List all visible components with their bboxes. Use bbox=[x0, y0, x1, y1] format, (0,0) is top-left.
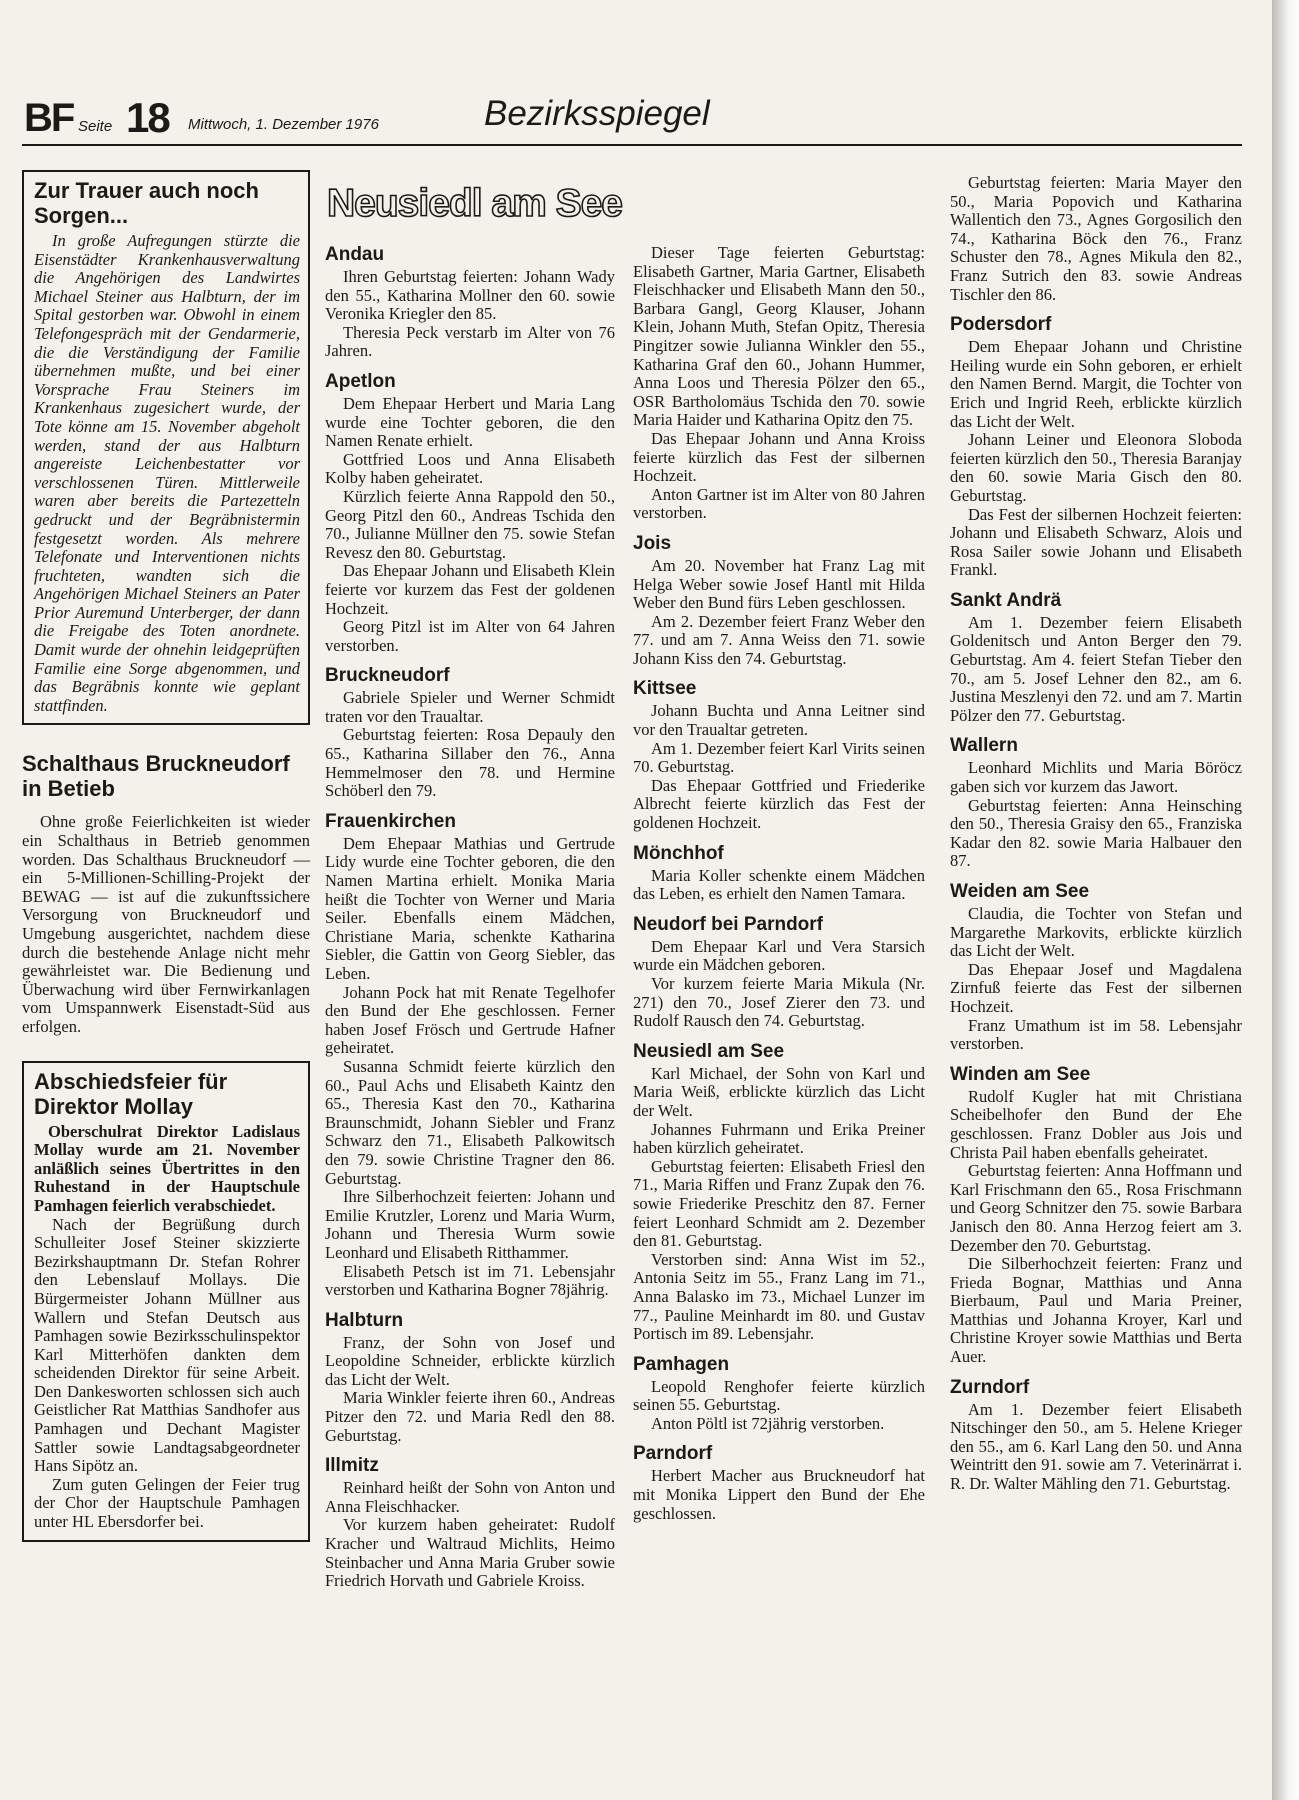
entry-text: Franz Umathum ist im 58. Lebensjahr verstorben. bbox=[950, 1015, 1242, 1054]
page-label: Seite bbox=[78, 118, 113, 135]
article-title: Abschiedsfeier für Direktor Mollay bbox=[34, 1068, 228, 1119]
page-number: 18 bbox=[126, 94, 169, 141]
entry-text: Herbert Macher aus Bruckneudorf hat mit Monika Lippert den Bund der Ehe geschlossen. bbox=[633, 1466, 925, 1523]
district-entry bbox=[633, 843, 925, 904]
entry-text: Maria Winkler feierte ihren 60., Andreas Pitzer den 72. und Maria Redl den 88. Geburtstag. bbox=[325, 1388, 615, 1445]
article-paragraph: Nach der Begrüßung durch Schulleiter Josef Steiner skizzierte Bezirkshauptmann Dr. Stefan Rohrer den Lebenslauf Mollays. Die Bürgermeister Johann Müllner aus Wallern und Stefan Deutsch aus Pamhagen sowie Bezirksschulinspektor Karl Mitterhöfen dankten dem scheidenden Direktor für seine Arbeit. Den Dankesworten schlossen sich auch Geistlicher Rat Matthias Sandhofer aus Pamhagen und Dechant Magister Sattler sowie Landtagsabgeordneter Hans Sipötz an. bbox=[34, 1214, 300, 1476]
entry-text: Karl Michael, der Sohn von Karl und Maria Weiß, erblickte kürzlich das Licht der Welt. bbox=[633, 1063, 925, 1120]
place-heading: Kittsee bbox=[633, 678, 697, 700]
district-entry bbox=[633, 678, 925, 832]
place-heading: Weiden am See bbox=[950, 881, 1090, 902]
entry-text: Reinhard heißt der Sohn von Anton und Anna Fleischhacker. bbox=[325, 1478, 615, 1516]
entry-text: Georg Pitzl ist im Alter von 64 Jahren verstorben. bbox=[325, 617, 615, 655]
entry-text: Geburtstag feierten: Elisabeth Friesl den 71., Maria Riffen und Franz Zupak den 76. sowie Friederike Preschitz den 87. Ferner feiert Leonhard Schmidt am 2. Dezember den 81. Geburtstag. bbox=[633, 1156, 925, 1251]
article-box-trauer bbox=[22, 170, 310, 725]
article-text: Ohne große Feierlichkeiten ist wieder ein Schalthaus in Betrieb genommen worden. Das Schalthaus Bruckneudorf — ein 5-Millionen-Schilling-Projekt der BEWAG — ist auf die zukunftssichere Versorgung von Bruckneudorf und Umgebung ausgerichtet, nachdem diese durch die bestehende Anlage nicht mehr gewährleistet war. Die Bedienung und Überwachung wird über Fernwirkanlagen vom Umspannwerk Eisenstadt-Süd aus erfolgen. bbox=[22, 812, 310, 1036]
entry-text: Am 1. Dezember feiert Karl Virits seinen 70. Geburtstag. bbox=[633, 738, 925, 777]
district-entry bbox=[633, 533, 925, 669]
entry-text: Ihren Geburtstag feierten: Johann Wady den 55., Katharina Mollner den 60. sowie Veronika Kriegler den 85. bbox=[325, 267, 615, 324]
entry-text: Das Fest der silbernen Hochzeit feierten: Johann und Elisabeth Schwarz, Alois und Rosa Sailer sowie Johann und Elisabeth Frankl. bbox=[950, 504, 1242, 580]
district-entry bbox=[633, 1041, 925, 1344]
place-heading: Zurndorf bbox=[950, 1376, 1030, 1398]
place-heading: Andau bbox=[325, 244, 385, 265]
section-title: Bezirksspiegel bbox=[484, 94, 710, 133]
entry-text: Leopold Renghofer feierte kürzlich seinen 55. Geburtstag. bbox=[633, 1376, 925, 1415]
entry-text: Anton Gartner ist im Alter von 80 Jahren verstorben. bbox=[633, 484, 925, 523]
entry-text: Geburtstag feierten: Rosa Depauly den 65., Katharina Sillaber den 76., Anna Hemmelmoser den 78. und Hermine Schöberl den 79. bbox=[325, 725, 615, 801]
entry-text: Das Ehepaar Johann und Anna Kroiss feierte kürzlich das Fest der silbernen Hochzeit. bbox=[633, 428, 925, 486]
article-title: Schalthaus Bruckneudorf in Betieb bbox=[22, 751, 290, 802]
entry-text: Vor kurzem haben geheiratet: Rudolf Kracher und Waltraud Michlits, Heimo Steinbacher und Anna Maria Gruber sowie Friedrich Horvath und Gabriele Kroiss. bbox=[325, 1515, 615, 1591]
place-heading: Neudorf bei Parndorf bbox=[633, 913, 824, 935]
district-entry bbox=[950, 174, 1242, 304]
entry-text: Ihre Silberhochzeit feierten: Johann und Emilie Krutzler, Lorenz und Maria Wurm, Johann und Theresia Wurm sowie Leonhard und Elisabeth Ritthammer. bbox=[325, 1187, 615, 1262]
entry-text: Theresia Peck verstarb im Alter von 76 Jahren. bbox=[325, 322, 615, 361]
district-entry bbox=[325, 244, 615, 361]
entry-text: Anton Pöltl ist 72jährig verstorben. bbox=[651, 1413, 885, 1433]
left-column bbox=[22, 170, 310, 1542]
entry-text: Johann Pock hat mit Renate Tegelhofer den Bund der Ehe geschlossen. Ferner haben Josef Frösch und Gertrude Hafner geheiratet. bbox=[325, 982, 615, 1058]
entry-text: Das Ehepaar Johann und Elisabeth Klein feierte vor kurzem das Fest der goldenen Hochzeit. bbox=[325, 561, 615, 618]
place-heading: Sankt Andrä bbox=[950, 589, 1062, 611]
masthead bbox=[22, 88, 1242, 146]
entry-text: Am 1. Dezember feiern Elisabeth Goldenitsch und Anton Berger den 79. Geburtstag. Am 4. feiert Stefan Tieber den 70., am 5. Josef Lehner den 82., am 6. Justina Meszlenyi den 72. und am 7. Martin Pölzer den 77. Geburtstag. bbox=[950, 612, 1242, 725]
district-entry bbox=[633, 244, 925, 523]
entry-text: Die Silberhochzeit feierten: Franz und Frieda Bognar, Matthias und Anna Bierbaum, Paul und Maria Preiner, Matthias und Johanna Kroyer, Karl und Christine Kroyer sowie Matthias und Berta Auer. bbox=[950, 1254, 1242, 1367]
district-title-art bbox=[325, 178, 625, 226]
district-title bbox=[325, 176, 625, 234]
entry-text: Verstorben sind: Anna Wist im 52., Antonia Seitz im 55., Franz Lang im 71., Anna Balasko im 73., Michael Lunzer im 77., Pauline Meinhardt im 80. und Gustav Portisch im 89. Lebensjahr. bbox=[633, 1249, 925, 1344]
entry-text: Geburtstag feierten: Anna Hoffmann und Karl Frischmann den 65., Rosa Frischmann und Georg Schnitzer den 75. sowie Barbara Janisch den 80. Anna Herzog feiert am 3. Dezember den 70. Geburtstag. bbox=[950, 1161, 1242, 1255]
entry-text: Susanna Schmidt feierte kürzlich den 60., Paul Achs und Elisabeth Kaintz den 65., Theresia Kast den 70., Katharina Braunschmidt, Johann Siebler und Franz Schwarz den 71., Elisabeth Palkowitsch den 79. sowie Christine Tragner den 86. Geburtstag. bbox=[325, 1056, 615, 1188]
article-title: Zur Trauer auch noch Sorgen... bbox=[34, 178, 259, 228]
place-heading: Halbturn bbox=[325, 1309, 404, 1331]
entry-text: Leonhard Michlits und Maria Böröcz gaben sich vor kurzem das Jawort. bbox=[950, 758, 1242, 797]
article-text: In große Aufregungen stürzte die Eisenstädter Krankenhausverwaltung die Angehörigen des Landwirtes Michael Steiner aus Halbturn, der im Spital gestorben war. Obwohl in einem Telefongespräch mit der Gendarmerie, die die Verständigung der Familie übernehmen mußte, und bei einer Vorsprache Frau Steiners im Krankenhaus zugesichert wurde, der Tote könne am 15. November abgeholt werden, stand der aus Halbturn angereiste Leichenbestatter vor verschlossenen Türen. Mittlerweile waren aber bereits die Partezetteln gedruckt und der Begräbnistermin festgesetzt worden. Als mehrere Telefonate und Interventionen nichts fruchteten, wandten sich die Angehörigen Michael Steiners an Pater Prior Auremund Unterberger, der dann die Freigabe des Toten anordnete. Damit wurde der ohnehin leidgeprüften Familie eine Sorge abgenommen, und das Begräbnis konnte wie geplant stattfinden. bbox=[34, 231, 300, 715]
entry-text: Das Ehepaar Gottfried und Friederike Albrecht feierte kürzlich das Fest der goldenen Hochzeit. bbox=[633, 775, 925, 833]
district-entry bbox=[633, 914, 925, 1031]
entry-text: Gabriele Spieler und Werner Schmidt traten vor den Traualtar. bbox=[325, 688, 615, 726]
place-heading: Bruckneudorf bbox=[325, 665, 450, 687]
entry-text: Elisabeth Petsch ist im 71. Lebensjahr verstorben und Katharina Bogner 78jährig. bbox=[325, 1261, 615, 1300]
article-schalthaus bbox=[22, 751, 310, 1036]
place-heading: Frauenkirchen bbox=[325, 810, 456, 832]
place-heading: Wallern bbox=[950, 735, 1018, 757]
place-heading: Podersdorf bbox=[950, 314, 1052, 336]
entry-text: Dem Ehepaar Johann und Christine Heiling wurde ein Sohn geboren, er erhielt den Namen Bernd. Margit, die Tochter von Erich und Ingrid Reeh, erblickte kürzlich das Licht der Welt. bbox=[950, 337, 1242, 431]
district-entry bbox=[325, 811, 615, 1300]
entry-text: Dem Ehepaar Herbert und Maria Lang wurde eine Tochter geboren, die den Namen Renate erhielt. bbox=[325, 393, 615, 451]
entry-text: Dieser Tage feierten Geburtstag: Elisabeth Gartner, Maria Gartner, Elisabeth Fleischhacker und Elisabeth Mann den 50., Barbara Gangl, Georg Klauser, Johann Klein, Johann Muth, Stefan Opitz, Theresia Pingitzer sowie Julianna Winkler den 55., Katharina Graf den 60., Johann Hummer, Anna Loos und Theresia Pölzer den 65., OSR Bartholomäus Tschida den 70. sowie Maria Haider und Katharina Opitz den 75. bbox=[633, 243, 925, 430]
entry-text: Dem Ehepaar Karl und Vera Starsich wurde ein Mädchen geboren. bbox=[633, 936, 925, 975]
district-entry bbox=[950, 1377, 1242, 1494]
place-heading: Jois bbox=[633, 532, 672, 554]
masthead-rule bbox=[22, 144, 1242, 146]
district-entry bbox=[633, 1354, 925, 1434]
district-col-3 bbox=[950, 174, 1242, 1494]
district-entry bbox=[633, 1443, 925, 1523]
place-heading: Illmitz bbox=[325, 1455, 379, 1477]
article-lead: Oberschulrat Direktor Ladislaus Mollay wurde am 21. November anläßlich seines Übertrittes in den Ruhestand in der Hauptschule Pamhagen feierlich verabschiedet. bbox=[34, 1121, 300, 1215]
issue-date: Mittwoch, 1. Dezember 1976 bbox=[188, 116, 379, 133]
district-entry bbox=[325, 1455, 615, 1591]
place-heading: Apetlon bbox=[325, 370, 396, 392]
newspaper-logo: BF bbox=[24, 96, 74, 140]
district-entry bbox=[325, 1310, 615, 1446]
entry-text: Vor kurzem feierte Maria Mikula (Nr. 271) den 70., Josef Zierer den 73. und Rudolf Rausch den 74. Geburtstag. bbox=[633, 974, 925, 1031]
page-edge bbox=[1272, 0, 1299, 1800]
entry-text: Johann Buchta und Anna Leitner sind vor den Traualtar getreten. bbox=[633, 701, 925, 740]
district-entry bbox=[950, 590, 1242, 726]
district-entry bbox=[950, 881, 1242, 1054]
place-heading: Pamhagen bbox=[633, 1353, 730, 1375]
entry-text: Maria Koller schenkte einem Mädchen das Leben, es erhielt den Namen Tamara. bbox=[633, 865, 925, 904]
district-entry bbox=[950, 314, 1242, 580]
entry-text: Kürzlich feierte Anna Rappold den 50., Georg Pitzl den 60., Andreas Tschida den 70., Julianne Müllner den 75. sowie Stefan Revesz den 80. Geburtstag. bbox=[325, 486, 615, 562]
district-entry bbox=[325, 665, 615, 801]
entry-text: Am 1. Dezember feiert Elisabeth Nitschinger den 50., am 5. Helene Krieger den 55., am 6. Karl Lang den 50. und Anna Weintritt den 91. sowie am 7. Veterinärrat i. R. Dr. Walter Mähling den 71. Geburtstag. bbox=[950, 1399, 1242, 1494]
entry-text: Geburtstag feierten: Anna Heinsching den 50., Theresia Graisy den 65., Franziska Kadar den 82. sowie Maria Halbauer den 87. bbox=[950, 795, 1242, 871]
entry-text: Claudia, die Tochter von Stefan und Margarethe Markovits, erblickte kürzlich das Licht der Welt. bbox=[950, 904, 1242, 961]
district-col-1 bbox=[325, 244, 615, 1591]
place-heading: Parndorf bbox=[633, 1443, 713, 1465]
entry-text: Johannes Fuhrmann und Erika Preiner haben kürzlich geheiratet. bbox=[633, 1119, 925, 1158]
district-entry bbox=[950, 1064, 1242, 1367]
article-paragraph: Zum guten Gelingen der Feier trug der Chor der Hauptschule Pamhagen unter HL Ebersdorfer bei. bbox=[34, 1474, 300, 1532]
entry-text: Geburtstag feierten: Maria Mayer den 50., Maria Popovich und Katharina Wallentich den 73., Agnes Gorgosilich den 74., Katharina Böck den 76., Franz Schuster den 78., Agnes Mikula den 82., Franz Sutrich den 83. sowie Andreas Tischler den 86. bbox=[950, 173, 1242, 304]
place-heading: Winden am See bbox=[950, 1063, 1091, 1085]
entry-text: Franz, der Sohn von Josef und Leopoldine Schneider, erblickte kürzlich das Licht der Welt. bbox=[325, 1332, 615, 1389]
district-col-2 bbox=[633, 244, 925, 1523]
district-entry bbox=[950, 735, 1242, 871]
entry-text: Das Ehepaar Josef und Magdalena Zirnfuß feierte das Fest der silbernen Hochzeit. bbox=[950, 959, 1242, 1016]
entry-text: Dem Ehepaar Mathias und Gertrude Lidy wurde eine Tochter geboren, die den Namen Martina erhielt. Monika Maria heißt die Tochter von Werner und Maria Seiler. Ebenfalls einem Mädchen, Christiane Maria, schenkte Katharina Siebler, die Gattin von Georg Siebler, das Leben. bbox=[325, 833, 615, 983]
entry-text: Gottfried Loos und Anna Elisabeth Kolby haben geheiratet. bbox=[325, 449, 615, 488]
article-box-mollay bbox=[22, 1061, 310, 1542]
entry-text: Am 20. November hat Franz Lag mit Helga Weber sowie Josef Hantl mit Hilda Weber den Bund fürs Leben geschlossen. bbox=[633, 555, 925, 613]
entry-text: Rudolf Kugler hat mit Christiana Scheibelhofer den Bund der Ehe geschlossen. Franz Dobler aus Jois und Christa Pail haben ebenfalls geheiratet. bbox=[950, 1086, 1242, 1162]
place-heading: Mönchhof bbox=[633, 842, 724, 864]
entry-text: Am 2. Dezember feiert Franz Weber den 77. und am 7. Anna Weiss den 71. sowie Johann Kiss den 74. Geburtstag. bbox=[633, 611, 925, 668]
district-entry bbox=[325, 371, 615, 655]
district-title-text: Neusiedl am See bbox=[327, 182, 622, 225]
entry-text: Johann Leiner und Eleonora Sloboda feierten kürzlich den 50., Theresia Baranjay den 60. sowie Maria Gisch den 80. Geburtstag. bbox=[950, 430, 1242, 505]
place-heading: Neusiedl am See bbox=[633, 1040, 785, 1062]
